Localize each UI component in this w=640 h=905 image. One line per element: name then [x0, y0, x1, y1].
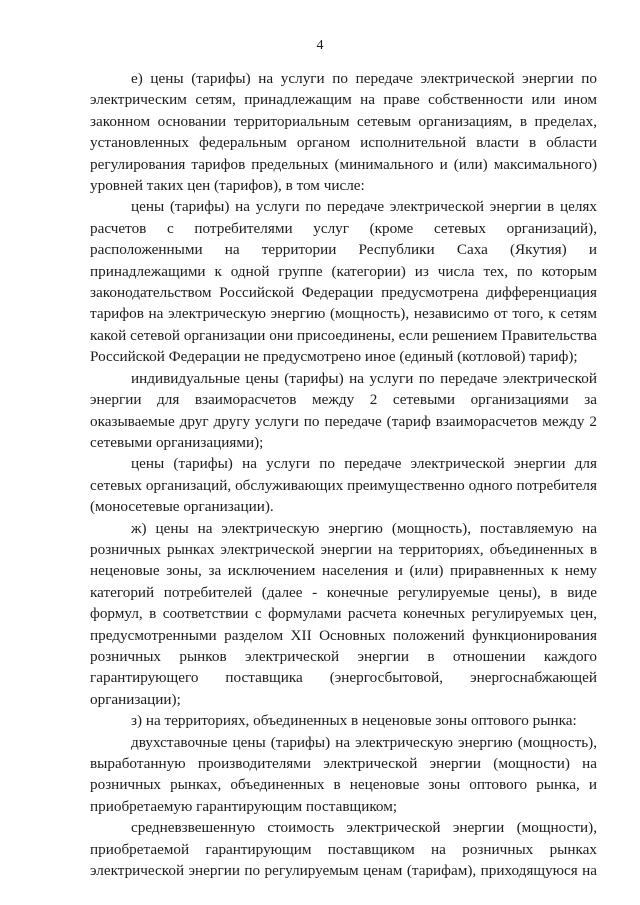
- paragraph-zh-final-regulated-prices: ж) цены на электрическую энергию (мощность), поставляемую на розничных рынках электрической энергии на территориях, объединенных в неценовые зоны, за исключением населения и (или) приравненных к нему категорий потребителей (далее - конечные регулируемые цены), в виде формул, в соответствии с формулами расчета конечных регулируемых цен, предусмотренными разделом XII Основных положений функционирования розничных рынков электрической энергии в отношении каждого гарантирующего поставщика (энергосбытовой, энергоснабжающей организации);: [90, 519, 597, 708]
- paragraph-weighted-average-cost: средневзвешенную стоимость электрической энергии (мощности), приобретаемой гарантирующим поставщиком на розничных рынках электрической энергии по регулируемым ценам (тарифам), приходящуюся на: [90, 819, 597, 880]
- paragraph-unified-boiler-tariff: цены (тарифы) на услуги по передаче электрической энергии в целях расчетов с потребителями услуг (кроме сетевых организаций), расположенными на территории Республики Саха (Якутия) и принадлежащими к одной группе (категории) из числа тех, по которым законодательством Российской Федерации предусмотрена дифференциация тарифов на электрическую энергию (мощность), независимо от того, к сетям какой сетевой организации они присоединены, если решением Правительства Российской Федерации не предусмотрено иное (единый (котловой) тариф);: [90, 198, 597, 366]
- page-number: 4: [316, 38, 324, 53]
- paragraph-mononetwork-tariff: цены (тарифы) на услуги по передаче электрической энергии для сетевых организаций, обслуживающих преимущественно одного потребителя (моносетевые организации).: [90, 455, 597, 516]
- paragraph-two-rate-prices: двухставочные цены (тарифы) на электрическую энергию (мощность), выработанную производителями электрической энергии (мощности) на розничных рынках, объединенных в неценовые зоны оптового рынка, и приобретаемую гарантирующим поставщиком;: [90, 733, 597, 815]
- paragraph-z-non-price-zones: з) на территориях, объединенных в неценовые зоны оптового рынка:: [131, 712, 577, 730]
- document-body: [90, 68, 597, 881]
- paragraph-individual-interaction-tariff: индивидуальные цены (тарифы) на услуги по передаче электрической энергии для взаиморасчетов между 2 сетевыми организациями за оказываемые друг другу услуги по передаче (тариф взаиморасчетов между 2 сетевыми организациями);: [90, 369, 597, 451]
- paragraph-e-network-tariffs: е) цены (тарифы) на услуги по передаче электрической энергии по электрическим сетям, принадлежащим на праве собственности или ином законном основании территориальным сетевым организациям, в пределах, установленных федеральным органом исполнительной власти в области регулирования тарифов предельных (минимального и (или) максимального) уровней таких цен (тарифов), в том числе:: [90, 70, 597, 195]
